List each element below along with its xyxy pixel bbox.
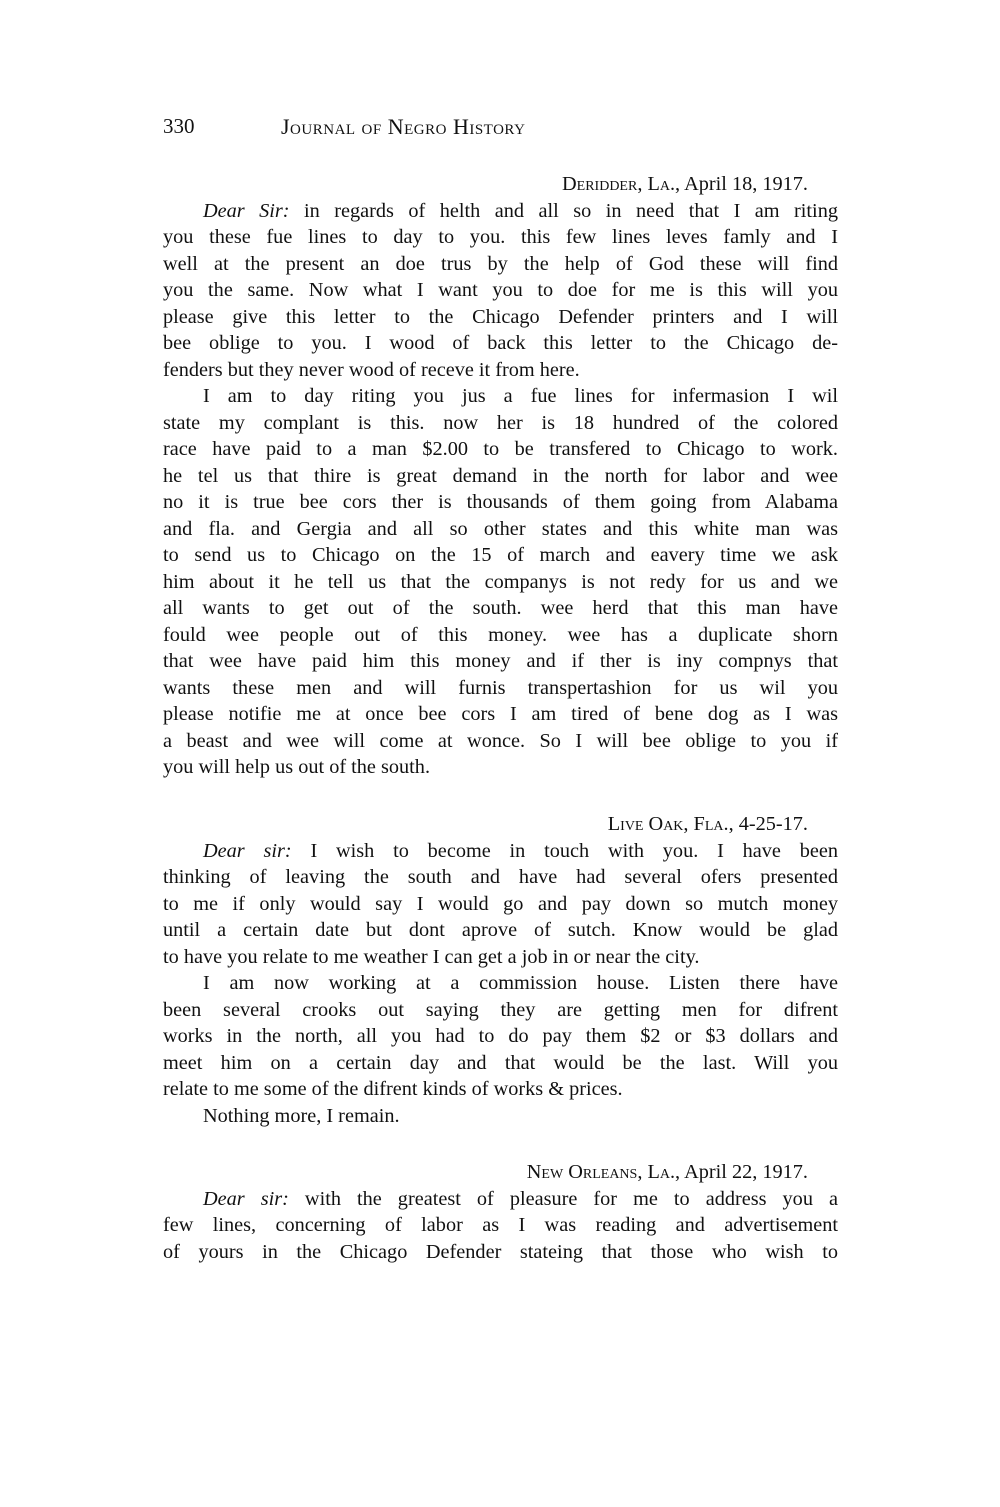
text-line bbox=[163, 944, 838, 971]
letter-deridder bbox=[163, 171, 838, 781]
line-text: I am to day riting you jus a fue lines for infermasion I wil bbox=[203, 385, 838, 407]
line-text: works in the north, all you had to do pay them $2 or $3 dollars and bbox=[163, 1025, 838, 1047]
text-line bbox=[163, 516, 838, 543]
line-text: no it is true bee cors ther is thousands of them going from Alabama bbox=[163, 491, 838, 513]
dateline-date: 4-25-17. bbox=[738, 813, 808, 835]
text-line bbox=[163, 463, 838, 490]
text-line bbox=[163, 891, 838, 918]
text-line bbox=[163, 224, 838, 251]
text-line bbox=[163, 864, 838, 891]
paragraph bbox=[163, 970, 838, 1103]
line-text: to me if only would say I would go and pay down so mutch money bbox=[163, 892, 838, 915]
line-text: of yours in the Chicago Defender stateing that those who wish to bbox=[163, 1240, 838, 1263]
salutation: Dear sir: bbox=[203, 1187, 289, 1210]
salutation: Dear Sir: bbox=[203, 199, 290, 222]
line-text: that wee have paid him this money and if ther is iny compnys that bbox=[163, 650, 838, 672]
letter-live-oak bbox=[163, 811, 838, 1129]
letter-new-orleans bbox=[163, 1159, 838, 1265]
text-line bbox=[163, 357, 838, 384]
text-line bbox=[163, 542, 838, 569]
journal-title: Journal of Negro History bbox=[281, 114, 526, 139]
dateline-place: Live Oak, Fla., bbox=[607, 813, 734, 835]
text-line bbox=[163, 304, 838, 331]
line-text: relate to me some of the difrent kinds of works & prices. bbox=[163, 1078, 623, 1100]
dateline bbox=[163, 811, 838, 838]
line-text: all wants to get out of the south. wee herd that this man have bbox=[163, 597, 838, 619]
text-line bbox=[163, 1103, 838, 1130]
line-text: you these fue lines to day to you. this few lines leves famly and I bbox=[163, 226, 838, 248]
line-text: race have paid to a man $2.00 to be transfered to Chicago to work. bbox=[163, 438, 838, 460]
line-text: well at the present an doe trus by the help of God these will find bbox=[163, 252, 838, 275]
line-text: thinking of leaving the south and have had several ofers presented bbox=[163, 866, 838, 888]
line-text: wants these men and will furnis transpertashion for us wil you bbox=[163, 676, 838, 699]
text-line bbox=[163, 277, 838, 304]
paragraph bbox=[163, 1103, 838, 1130]
text-line bbox=[163, 1239, 838, 1266]
line-text: to send us to Chicago on the 15 of march and eavery time we ask bbox=[163, 544, 838, 566]
paragraph bbox=[163, 838, 838, 971]
text-line bbox=[163, 410, 838, 437]
text-line bbox=[163, 1076, 838, 1103]
line-text: please notifie me at once bee cors I am tired of bene dog as I was bbox=[163, 703, 838, 725]
dateline-place: Deridder, La., bbox=[562, 173, 681, 195]
line-text: been several crooks out saying they are getting men for difrent bbox=[163, 998, 838, 1021]
line-text: he tel us that thire is great demand in the north for labor and wee bbox=[163, 464, 838, 487]
dateline-date: April 22, 1917. bbox=[684, 1161, 808, 1183]
text-line bbox=[163, 754, 838, 781]
text-line bbox=[163, 728, 838, 755]
text-line bbox=[163, 1050, 838, 1077]
text-line bbox=[163, 436, 838, 463]
line-text: Nothing more, I remain. bbox=[203, 1104, 400, 1127]
line-text: state my complant is this. now her is 18 hundred of the colored bbox=[163, 411, 838, 434]
line-text: please give this letter to the Chicago Defender printers and I will bbox=[163, 305, 838, 328]
text-line bbox=[163, 622, 838, 649]
dateline bbox=[163, 1159, 838, 1186]
line-text: with the greatest of pleasure for me to address you a bbox=[304, 1187, 838, 1210]
line-text: fould wee people out of this money. wee has a duplicate shorn bbox=[163, 623, 838, 646]
text-line bbox=[163, 595, 838, 622]
text-line bbox=[163, 675, 838, 702]
line-text: bee oblige to you. I wood of back this letter to the Chicago de- bbox=[163, 332, 838, 354]
text-line bbox=[163, 1212, 838, 1239]
text-line bbox=[163, 251, 838, 278]
text-line bbox=[163, 838, 838, 865]
text-line bbox=[163, 383, 838, 410]
running-head bbox=[163, 114, 838, 144]
salutation: Dear sir: bbox=[203, 839, 292, 862]
dateline bbox=[163, 171, 838, 198]
dateline-date: April 18, 1917. bbox=[684, 173, 808, 195]
paragraph bbox=[163, 198, 838, 384]
text-line bbox=[163, 997, 838, 1024]
line-text: in regards of helth and all so in need that I am riting bbox=[304, 199, 838, 222]
paragraph bbox=[163, 1186, 838, 1266]
line-text: until a certain date but dont aprove of sutch. Know would be glad bbox=[163, 919, 838, 941]
page-number: 330 bbox=[163, 114, 195, 138]
text-line bbox=[163, 701, 838, 728]
text-line bbox=[163, 917, 838, 944]
line-text: him about it he tell us that the companys is not redy for us and we bbox=[163, 570, 838, 593]
line-text: and fla. and Gergia and all so other states and this white man was bbox=[163, 517, 838, 540]
line-text: I am now working at a commission house. Listen there have bbox=[203, 972, 838, 994]
text-line bbox=[163, 970, 838, 997]
line-text: you will help us out of the south. bbox=[163, 756, 431, 778]
line-text: I wish to become in touch with you. I have been bbox=[310, 839, 838, 862]
line-text: fenders but they never wood of receve it from here. bbox=[163, 358, 580, 381]
line-text: meet him on a certain day and that would be the last. Will you bbox=[163, 1051, 838, 1074]
text-line bbox=[163, 330, 838, 357]
line-text: a beast and wee will come at wonce. So I will bee oblige to you if bbox=[163, 729, 838, 752]
text-line bbox=[163, 489, 838, 516]
text-line bbox=[163, 1023, 838, 1050]
line-text: to have you relate to me weather I can get a job in or near the city. bbox=[163, 945, 700, 968]
text-line bbox=[163, 569, 838, 596]
dateline-place: New Orleans, La., bbox=[526, 1161, 681, 1183]
text-line bbox=[163, 198, 838, 225]
text-line bbox=[163, 648, 838, 675]
paragraph bbox=[163, 383, 838, 781]
text-line bbox=[163, 1186, 838, 1213]
line-text: you the same. Now what I want you to doe for me is this will you bbox=[163, 279, 838, 301]
line-text: few lines, concerning of labor as I was reading and advertisement bbox=[163, 1214, 838, 1236]
